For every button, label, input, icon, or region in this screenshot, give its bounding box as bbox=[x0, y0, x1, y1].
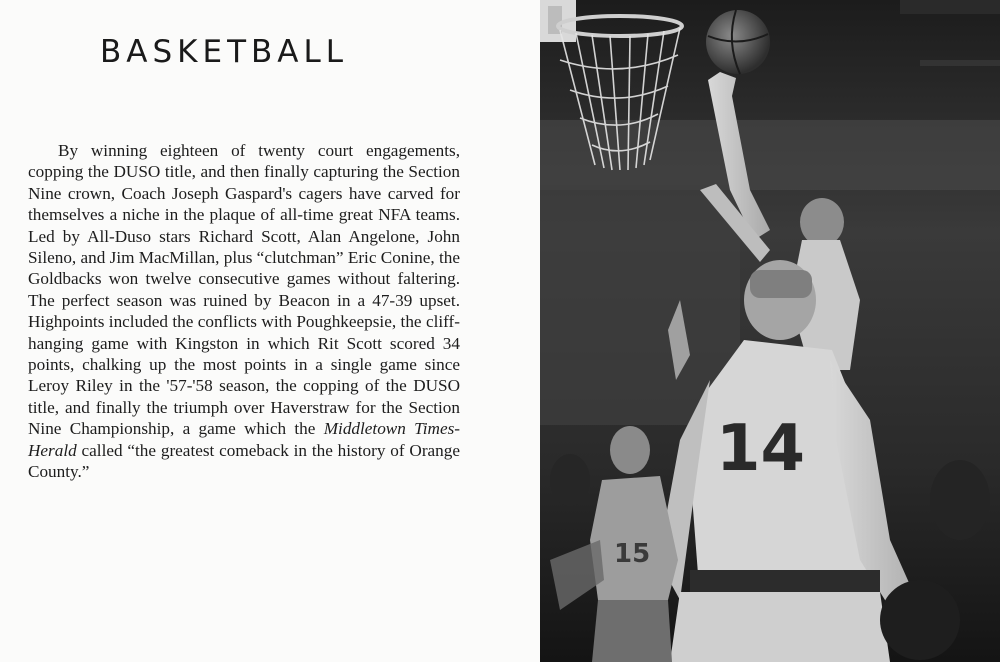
jersey-number-front: 14 bbox=[716, 412, 806, 486]
article-paragraph bbox=[28, 140, 460, 483]
page-title: BASKETBALL bbox=[100, 34, 349, 70]
paragraph-text-part2: called “the greatest comeback in the history of Orange County.” bbox=[28, 440, 460, 482]
jersey-number-back: 15 bbox=[614, 539, 651, 569]
paragraph-text-part1: By winning eighteen of twenty court engagements, copping the DUSO title, and then finally capturing the Section Nine crown, Coach Joseph Gaspard's cagers have carved for themselves a niche in the plaque of all-time great NFA teams. Led by All-Duso stars Richard Scott, Alan Angelone, John Sileno, and Jim MacMillan, plus “clutchman” Eric Conine, the Goldbacks won twelve consecutive games without faltering. The perfect season was ruined by Beacon in a 47-39 upset. Highpoints included the conflicts with Poughkeepsie, the cliff-hanging game with Kingston in which Rit Scott scored 34 points, chalking up the most points in a single game since Leroy Riley in the '57-'58 season, the copping of the DUSO title, and finally the triumph over Haverstraw for the Section Nine Championship, a game which the bbox=[28, 141, 460, 439]
basketball-game-photo bbox=[540, 0, 1000, 662]
basketball-photo-illustration bbox=[540, 0, 1000, 662]
newspaper-name: Middletown Times-Herald bbox=[28, 419, 461, 460]
